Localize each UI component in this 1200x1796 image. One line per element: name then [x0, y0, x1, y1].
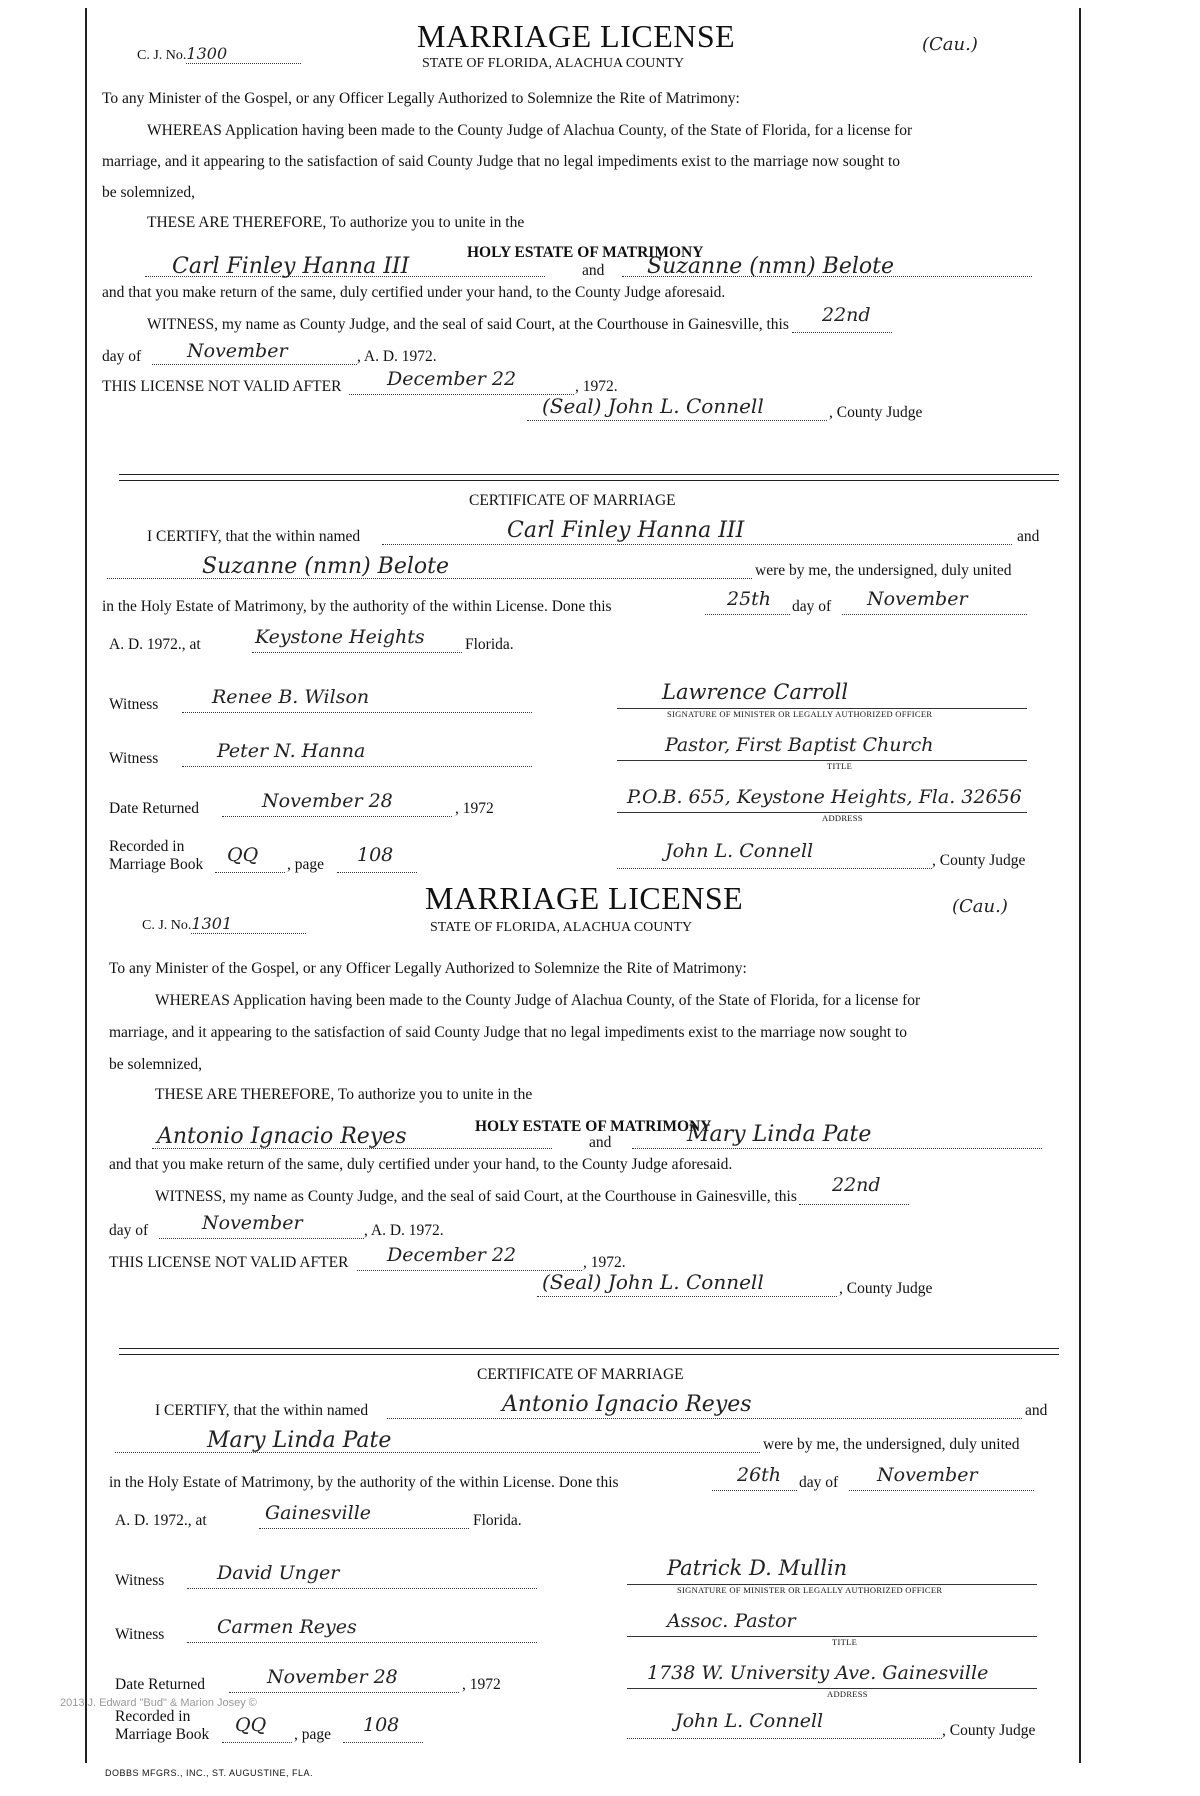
certify-text: I CERTIFY, that the within named	[147, 528, 361, 545]
cj-number: 1300	[186, 44, 301, 64]
witness-1-name: David Unger	[217, 1562, 340, 1584]
cj-number-row: C. J. No.1301	[142, 914, 306, 934]
address-caption: ADDRESS	[827, 1689, 868, 1699]
whereas-line-1: WHEREAS Application having been made to the County Judge of Alachua County, of the State of Florida, for a license for	[155, 992, 921, 1009]
returned-year: , 1972	[462, 1676, 501, 1693]
date-returned-label: Date Returned	[109, 800, 199, 817]
witness-label-1: Witness	[109, 696, 159, 713]
united-text: were by me, the undersigned, duly united	[755, 562, 1012, 579]
witness-1-name: Renee B. Wilson	[212, 686, 370, 708]
florida-text: Florida.	[465, 636, 514, 653]
date-returned: November 28	[262, 790, 393, 812]
and-text: and	[1017, 528, 1040, 545]
whereas-line-3: be solemnized,	[102, 184, 195, 201]
license-subtitle: STATE OF FLORIDA, ALACHUA COUNTY	[422, 56, 685, 71]
day-of-label: day of	[799, 1474, 839, 1491]
done-day: 26th	[737, 1464, 782, 1486]
officer-title: Pastor, First Baptist Church	[665, 734, 934, 756]
not-valid-date: December 22	[387, 368, 517, 390]
recorded-in-label: Recorded in	[109, 838, 185, 855]
cert-judge-signature: John L. Connell	[675, 1710, 824, 1732]
bride-name: Mary Linda Pate	[687, 1122, 872, 1147]
document-page	[85, 8, 1081, 1763]
day-of-label: day of	[792, 598, 832, 615]
not-valid-year: , 1972.	[583, 1254, 626, 1271]
intro-text: To any Minister of the Gospel, or any Officer Legally Authorized to Solemnize the Rite of Matrimony:	[109, 960, 747, 977]
bride-name: Suzanne (nmn) Belote	[647, 254, 894, 279]
section-divider	[119, 1348, 1059, 1349]
witness-text: WITNESS, my name as County Judge, and the seal of said Court, at the Courthouse in Gainesville, this	[147, 316, 789, 333]
cert-judge-signature: John L. Connell	[665, 840, 814, 862]
done-day: 25th	[727, 588, 772, 610]
officer-address: 1738 W. University Ave. Gainesville	[647, 1662, 989, 1684]
ad-prefix: A. D. 1972., at	[109, 636, 201, 653]
county-judge-label: , County Judge	[932, 852, 1026, 869]
whereas-line-3: be solemnized,	[109, 1056, 202, 1073]
witness-label-2: Witness	[115, 1626, 165, 1643]
cj-number-row: C. J. No.1300	[137, 44, 301, 64]
judge-signature: (Seal) John L. Connell	[542, 1270, 764, 1294]
marriage-place: Gainesville	[265, 1502, 372, 1524]
section-divider	[119, 474, 1059, 475]
witness-day: 22nd	[822, 304, 871, 326]
judge-signature: (Seal) John L. Connell	[542, 394, 764, 418]
not-valid-date: December 22	[387, 1244, 517, 1266]
officer-caption: SIGNATURE OF MINISTER OR LEGALLY AUTHORIZED OFFICER	[677, 1585, 943, 1595]
cj-number: 1301	[191, 914, 306, 934]
officer-signature: Patrick D. Mullin	[667, 1556, 848, 1580]
groom-name: Carl Finley Hanna III	[172, 254, 410, 279]
title-caption: TITLE	[827, 761, 853, 771]
done-month: November	[877, 1464, 978, 1486]
holy-line-text: in the Holy Estate of Matrimony, by the authority of the within License. Done this	[102, 598, 612, 615]
date-returned-label: Date Returned	[115, 1676, 205, 1693]
officer-address: P.O.B. 655, Keystone Heights, Fla. 32656	[627, 786, 1022, 808]
intro-text: To any Minister of the Gospel, or any Officer Legally Authorized to Solemnize the Rite of Matrimony:	[102, 90, 740, 107]
united-text: were by me, the undersigned, duly united	[763, 1436, 1020, 1453]
officer-title: Assoc. Pastor	[667, 1610, 796, 1632]
not-valid-year: , 1972.	[575, 378, 618, 395]
day-of-label: day of	[109, 1222, 149, 1239]
holy-estate-heading: HOLY ESTATE OF MATRIMONY	[467, 244, 704, 261]
license-title: MARRIAGE LICENSE	[425, 880, 744, 916]
ad-text: , A. D. 1972.	[357, 348, 437, 365]
and-text: and	[1025, 1402, 1048, 1419]
date-returned: November 28	[267, 1666, 398, 1688]
returned-year: , 1972	[455, 800, 494, 817]
officer-signature: Lawrence Carroll	[662, 680, 849, 704]
not-valid-label: THIS LICENSE NOT VALID AFTER	[109, 1254, 349, 1271]
certificate-title: CERTIFICATE OF MARRIAGE	[469, 492, 676, 509]
license-month: November	[202, 1212, 303, 1234]
annotation: (Cau.)	[922, 34, 978, 55]
return-text: and that you make return of the same, duly certified under your hand, to the County Judge aforesaid.	[102, 284, 726, 301]
return-text: and that you make return of the same, duly certified under your hand, to the County Judge aforesaid.	[109, 1156, 733, 1173]
witness-label-1: Witness	[115, 1572, 165, 1589]
cert-bride-name: Mary Linda Pate	[207, 1428, 392, 1453]
and-text: and	[589, 1134, 612, 1151]
day-of-label: day of	[102, 348, 142, 365]
groom-name: Antonio Ignacio Reyes	[157, 1124, 407, 1149]
witness-2-name: Peter N. Hanna	[217, 740, 366, 762]
copyright-watermark: 2013 J. Edward "Bud" & Marion Josey ©	[60, 1697, 257, 1709]
printer-footer: DOBBS MFGRS., INC., ST. AUGUSTINE, FLA.	[105, 1768, 314, 1778]
whereas-line-2: marriage, and it appearing to the satisfaction of said County Judge that no legal impediments exist to the marriage now sought to	[109, 1024, 908, 1041]
annotation: (Cau.)	[952, 896, 1008, 917]
cert-groom-name: Carl Finley Hanna III	[507, 518, 745, 543]
license-title: MARRIAGE LICENSE	[417, 18, 736, 54]
marriage-book-label: Marriage Book	[115, 1726, 210, 1743]
county-judge-label: , County Judge	[839, 1280, 933, 1297]
recorded-in-label: Recorded in	[115, 1708, 191, 1725]
ad-prefix: A. D. 1972., at	[115, 1512, 207, 1529]
and-text: and	[582, 262, 605, 279]
ad-text: , A. D. 1972.	[364, 1222, 444, 1239]
therefore-text: THESE ARE THEREFORE, To authorize you to unite in the	[147, 214, 525, 231]
done-month: November	[867, 588, 968, 610]
address-caption: ADDRESS	[822, 813, 863, 823]
not-valid-label: THIS LICENSE NOT VALID AFTER	[102, 378, 342, 395]
county-judge-label: , County Judge	[829, 404, 923, 421]
page-label: , page	[287, 856, 325, 873]
book-number: QQ	[235, 1714, 267, 1736]
county-judge-label: , County Judge	[942, 1722, 1036, 1739]
officer-caption: SIGNATURE OF MINISTER OR LEGALLY AUTHORIZED OFFICER	[667, 709, 933, 719]
witness-label-2: Witness	[109, 750, 159, 767]
page-number: 108	[357, 844, 394, 866]
florida-text: Florida.	[473, 1512, 522, 1529]
witness-day: 22nd	[832, 1174, 881, 1196]
certificate-title: CERTIFICATE OF MARRIAGE	[477, 1366, 684, 1383]
whereas-line-1: WHEREAS Application having been made to the County Judge of Alachua County, of the State of Florida, for a license for	[147, 122, 913, 139]
marriage-book-label: Marriage Book	[109, 856, 204, 873]
witness-text: WITNESS, my name as County Judge, and the seal of said Court, at the Courthouse in Gainesville, this	[155, 1188, 797, 1205]
whereas-line-2: marriage, and it appearing to the satisfaction of said County Judge that no legal impediments exist to the marriage now sought to	[102, 153, 901, 170]
page-label: , page	[294, 1726, 332, 1743]
therefore-text: THESE ARE THEREFORE, To authorize you to unite in the	[155, 1086, 533, 1103]
holy-estate-heading: HOLY ESTATE OF MATRIMONY	[475, 1118, 712, 1135]
holy-line-text: in the Holy Estate of Matrimony, by the authority of the within License. Done this	[109, 1474, 619, 1491]
license-month: November	[187, 340, 288, 362]
marriage-place: Keystone Heights	[255, 626, 425, 648]
license-subtitle: STATE OF FLORIDA, ALACHUA COUNTY	[430, 920, 693, 935]
cert-bride-name: Suzanne (nmn) Belote	[202, 554, 449, 579]
cert-groom-name: Antonio Ignacio Reyes	[502, 1392, 752, 1417]
certify-text: I CERTIFY, that the within named	[155, 1402, 369, 1419]
book-number: QQ	[227, 844, 259, 866]
title-caption: TITLE	[832, 1637, 858, 1647]
witness-2-name: Carmen Reyes	[217, 1616, 357, 1638]
page-number: 108	[363, 1714, 400, 1736]
